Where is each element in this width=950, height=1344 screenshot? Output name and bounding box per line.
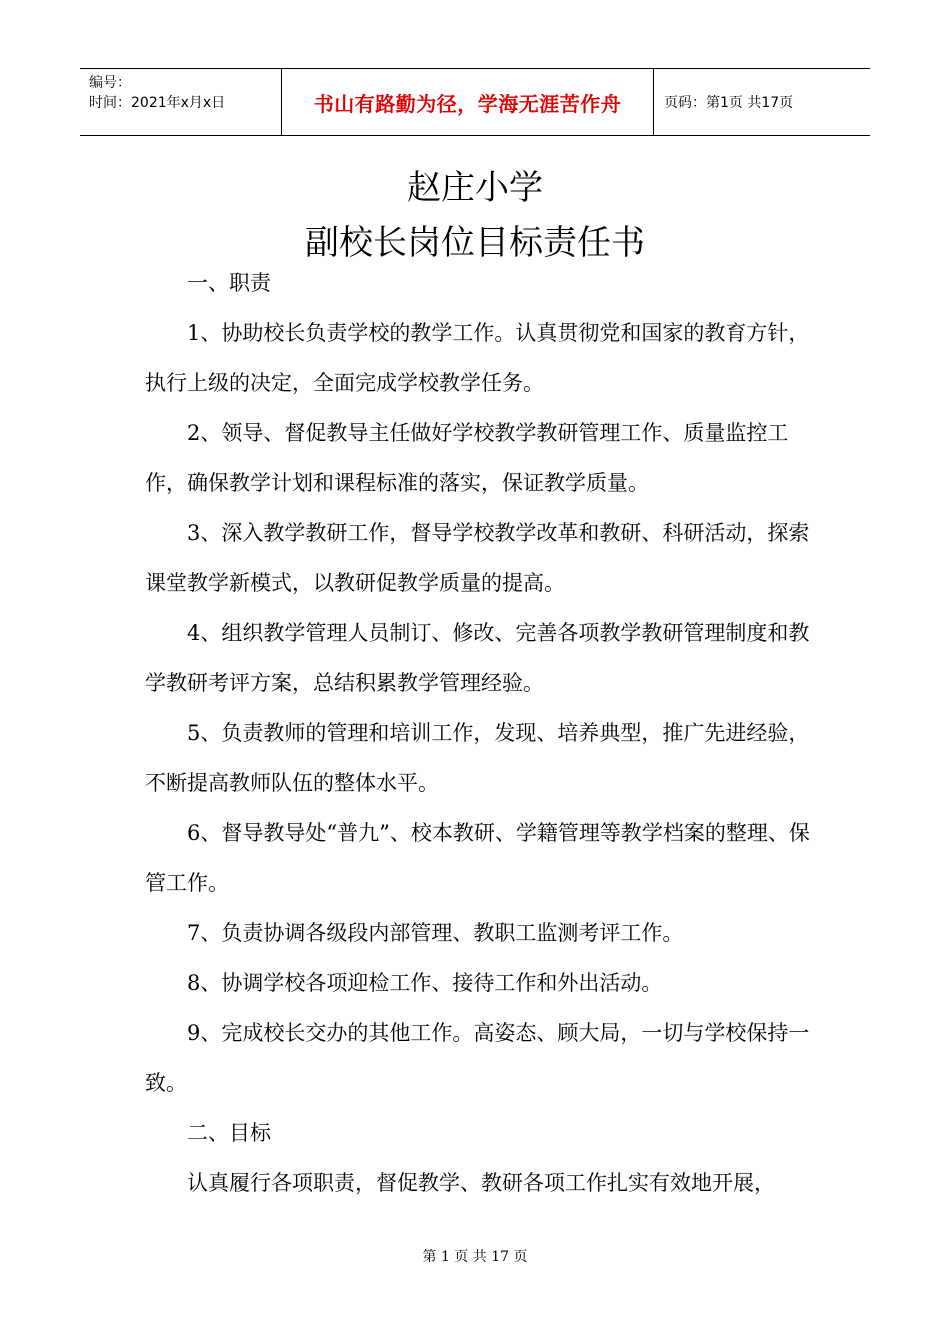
duty-item-7: 7、负责协调各级段内部管理、教职工监测考评工作。: [187, 921, 684, 945]
number-label: 编号：: [89, 75, 131, 91]
duty-item-5: 5、负责教师的管理和培训工作，发现、培养典型，推广先进经验，不断提高教师队伍的整体水平。: [145, 721, 810, 795]
header-motto: 书山有路勤为径，学海无涯苦作舟: [313, 91, 622, 116]
duty-item-6: 6、督导教导处“普九”、校本教研、学籍管理等教学档案的整理、保管工作。: [145, 821, 810, 895]
document-header: [80, 68, 870, 136]
duty-item-1: 1、协助校长负责学校的教学工作。认真贯彻党和国家的教育方针，执行上级的决定，全面完成学校教学任务。: [145, 321, 810, 395]
document-title: 副校长岗位目标责任书: [305, 223, 645, 263]
header-motto-cell: [282, 69, 654, 135]
header-page-info: 页码：第1页 共17页: [664, 95, 794, 111]
duty-item-3: 3、深入教学教研工作，督导学校教学改革和教研、科研活动，探索课堂教学新模式，以教研促教学质量的提高。: [145, 521, 810, 595]
time-label: 时间：2021年x月x日: [89, 95, 226, 111]
goal-text: 认真履行各项职责，督促教学、教研各项工作扎实有效地开展，: [187, 1171, 775, 1195]
duty-item-4: 4、组织教学管理人员制订、修改、完善各项教学教研管理制度和教学教研考评方案，总结积累教学管理经验。: [145, 621, 810, 695]
duty-item-8: 8、协调学校各项迎检工作、接待工作和外出活动。: [187, 971, 663, 995]
document-title-school: 赵庄小学: [407, 168, 543, 208]
page-footer: 第 1 页 共 17 页: [422, 1249, 528, 1265]
duty-item-9: 9、完成校长交办的其他工作。高姿态、顾大局，一切与学校保持一致。: [145, 1021, 810, 1095]
goals-heading: 二、目标: [187, 1121, 271, 1145]
duties-heading: 一、职责: [187, 271, 271, 295]
header-meta: [80, 69, 282, 135]
duty-item-2: 2、领导、督促教导主任做好学校教学教研管理工作、质量监控工作，确保教学计划和课程标准的落实，保证教学质量。: [145, 421, 789, 495]
